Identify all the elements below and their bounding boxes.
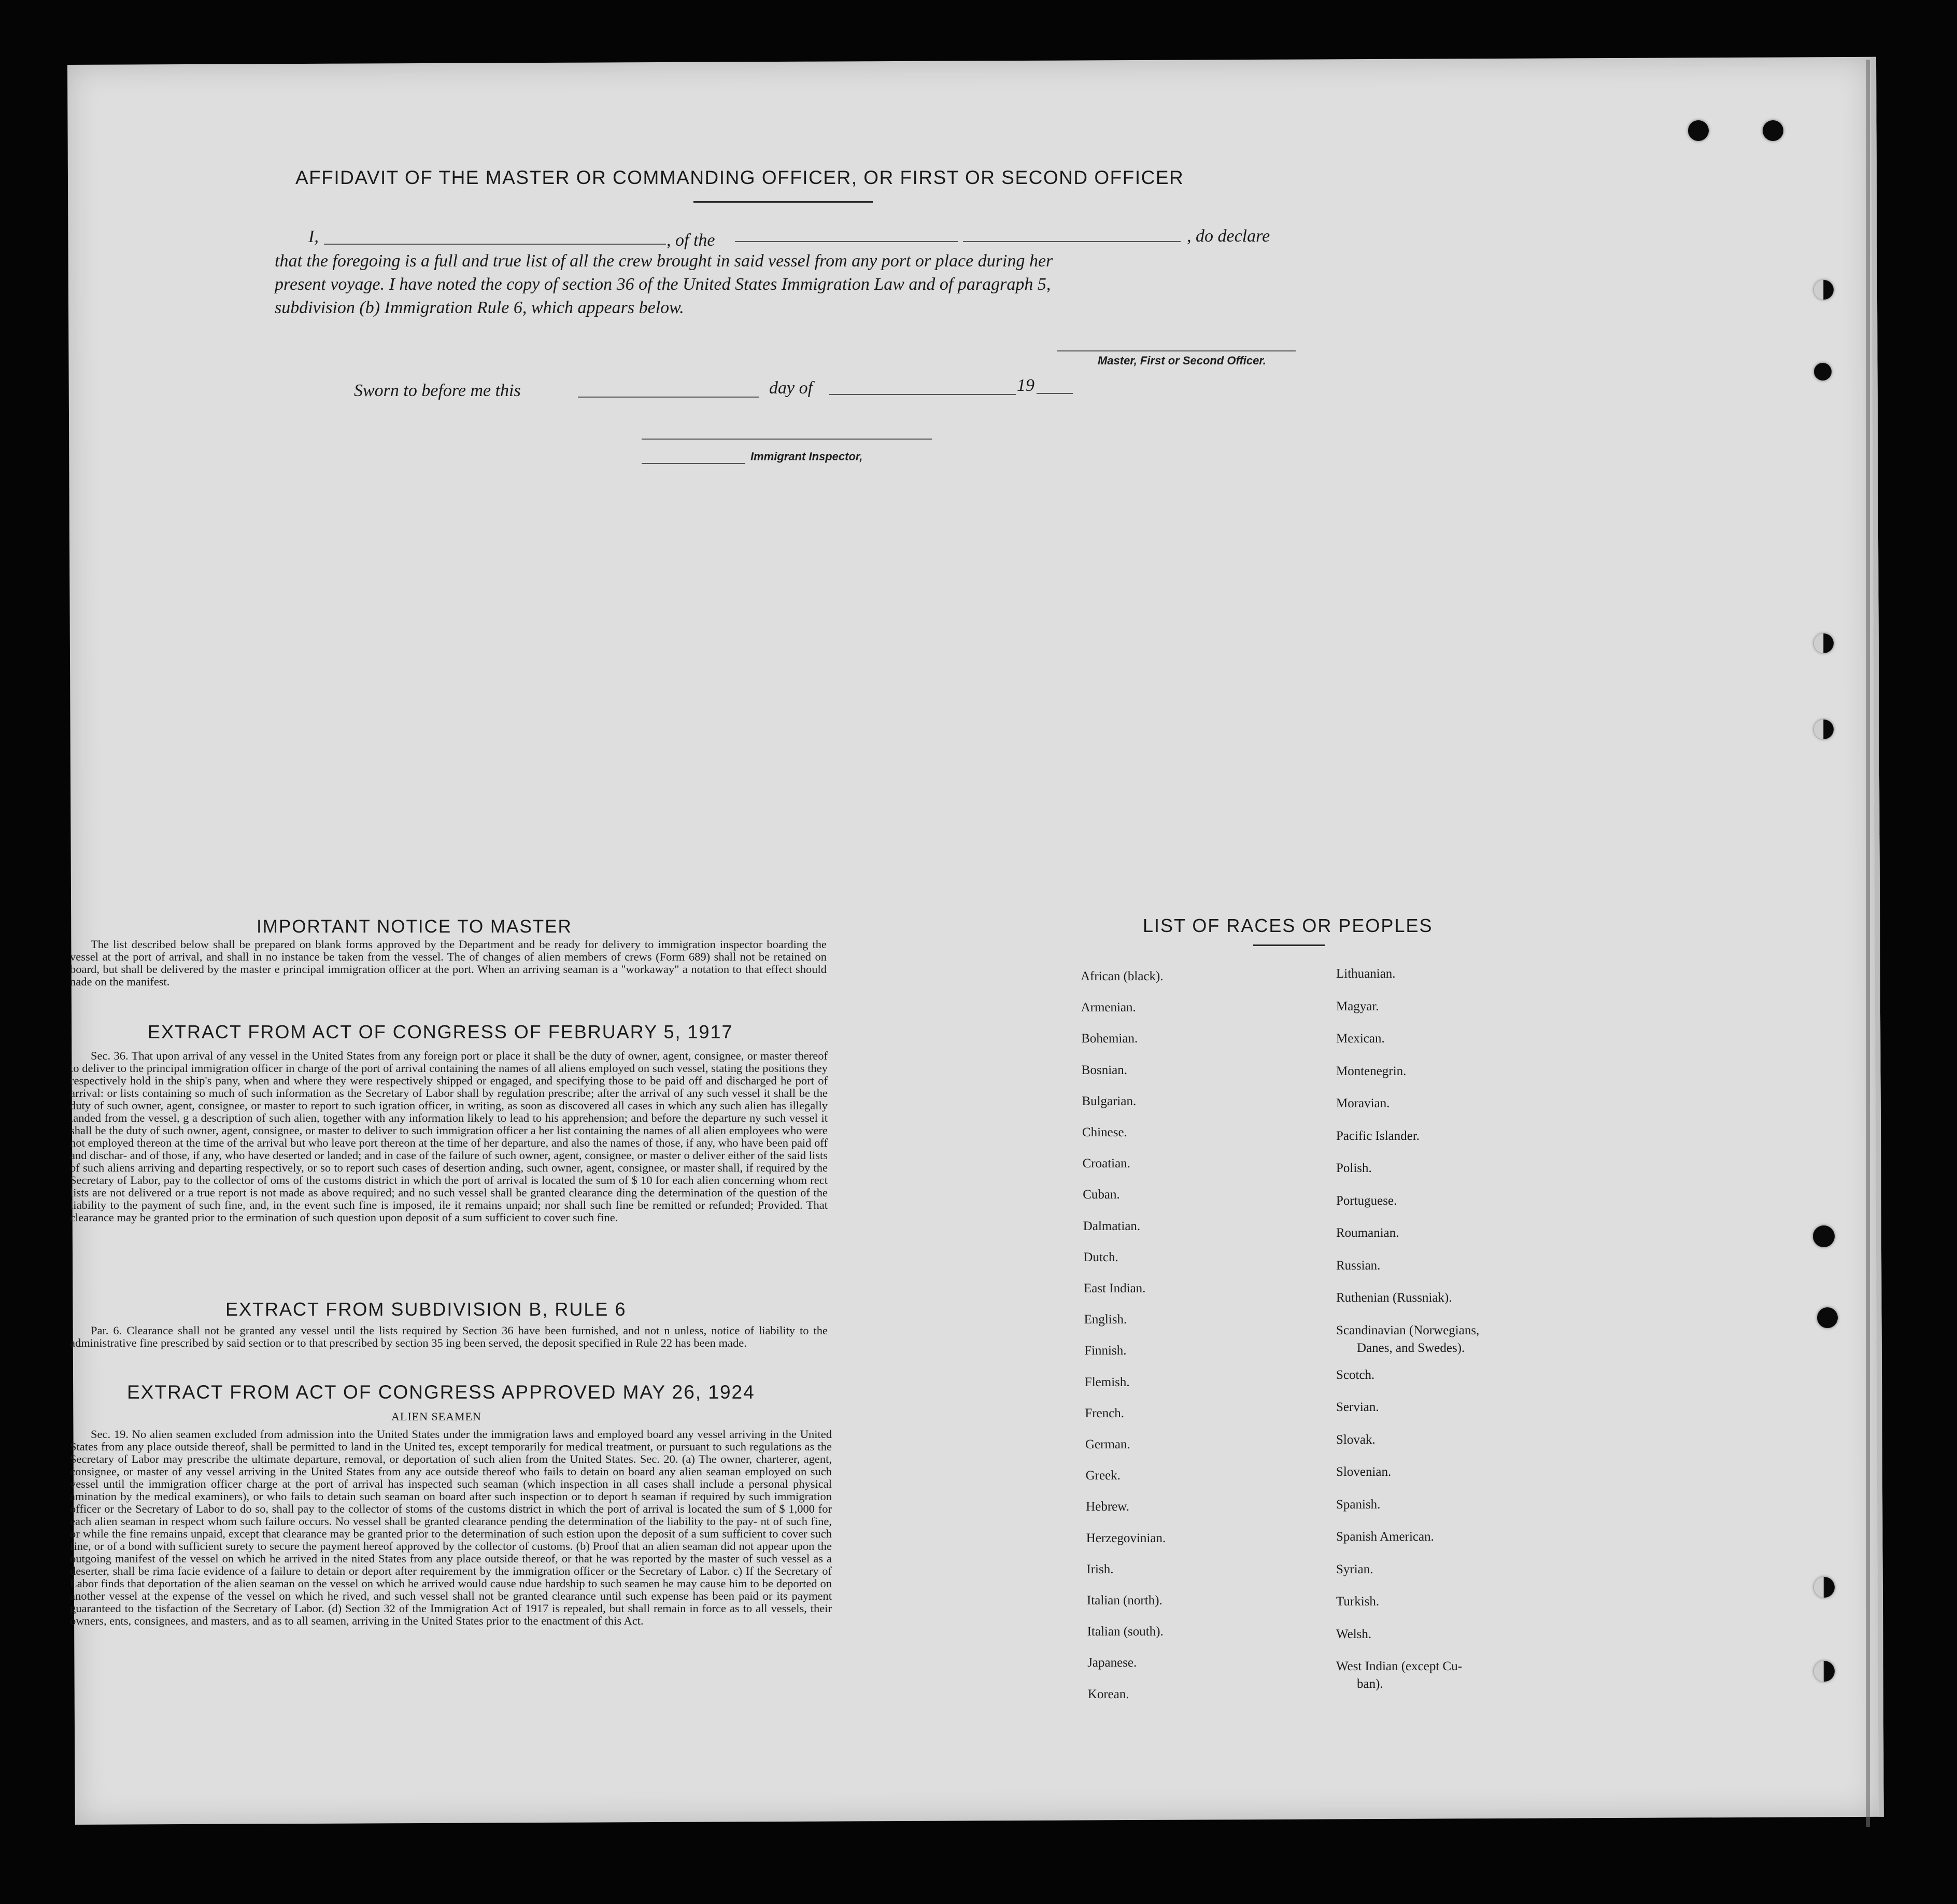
binder-hole	[1814, 280, 1834, 300]
race-item: Turkish.	[1336, 1595, 1380, 1609]
rule6-title: EXTRACT FROM SUBDIVISION B, RULE 6	[225, 1299, 627, 1320]
race-item: Lithuanian.	[1336, 967, 1396, 981]
notice-paragraph: The list described below shall be prepared on blank forms approved by the Department and be ready for delivery to immigration inspector boarding the vessel at the port of arrival, and shall in no instance be taken from the vessel. The of changes of alien members of crews (Form 689) shall not be retained on board, but shall be delivered by the master e principal immigration officer at the port. When an arriving seaman is a "workaway" a notation to that effect should nade on the manifest.	[70, 938, 827, 988]
binder-hole	[1763, 120, 1783, 141]
race-item: Ruthenian (Russniak).	[1336, 1291, 1452, 1305]
year-blank[interactable]	[1037, 393, 1073, 394]
race-item: Japanese.	[1087, 1656, 1137, 1670]
do-declare-text: , do declare	[1187, 227, 1270, 246]
declaration-line-2: that the foregoing is a full and true list of all the crew brought in said vessel from any port or place during her	[275, 251, 1053, 271]
race-item: Russian.	[1336, 1258, 1381, 1273]
race-item: Herzegovinian.	[1086, 1531, 1166, 1545]
binder-hole	[1814, 633, 1834, 653]
race-item: Chinese.	[1082, 1125, 1127, 1139]
extract-1924-title: EXTRACT FROM ACT OF CONGRESS APPROVED MAY 26, 1924	[127, 1381, 755, 1403]
master-signature-line[interactable]	[1057, 350, 1296, 351]
race-item: Armenian.	[1081, 1000, 1136, 1015]
binder-hole	[1817, 1307, 1838, 1328]
extract-1917-text	[70, 1050, 828, 1224]
inspector-label: Immigrant Inspector,	[750, 450, 863, 463]
sworn-month-blank[interactable]	[829, 394, 1016, 395]
binder-hole	[1813, 1225, 1835, 1247]
race-item: Finnish.	[1084, 1344, 1127, 1358]
race-item: Italian (north).	[1087, 1593, 1162, 1607]
race-item: East Indian.	[1084, 1281, 1146, 1295]
race-item: Croatian.	[1082, 1156, 1130, 1171]
race-item: Bohemian.	[1081, 1032, 1138, 1046]
sworn-day-blank[interactable]	[578, 397, 759, 398]
declarant-prefix: I,	[308, 227, 319, 246]
show-through-text	[1379, 150, 1390, 168]
race-item: Pacific Islander.	[1336, 1129, 1420, 1143]
extract-1924-text	[70, 1428, 832, 1627]
extract-1917-title: EXTRACT FROM ACT OF CONGRESS OF FEBRUARY 5, 1917	[148, 1021, 733, 1042]
race-item: English.	[1084, 1313, 1127, 1327]
page-edge	[1866, 60, 1870, 1827]
declaration-line-1	[308, 227, 319, 247]
inspector-signature-line-1[interactable]	[642, 439, 932, 440]
affidavit-title: AFFIDAVIT OF THE MASTER OR COMMANDING OFFICER, OR FIRST OR SECOND OFFICER	[295, 167, 1184, 188]
vessel-blank-1[interactable]	[735, 241, 958, 242]
race-item: Greek.	[1085, 1469, 1121, 1483]
race-item: Moravian.	[1336, 1096, 1390, 1110]
race-item: Mexican.	[1336, 1032, 1385, 1046]
race-item: Dutch.	[1083, 1250, 1118, 1264]
vessel-blank-2[interactable]	[963, 241, 1181, 242]
race-item: Bosnian.	[1081, 1063, 1127, 1077]
section-36-paragraph: Sec. 36. That upon arrival of any vessel in the United States from any foreign port or place it shall be the duty of owner, agent, consignee, or master thereof to deliver to the principal immigration officer in charge of the port of arrival containing the names of all aliens employed on such vessel, stating the positions they respectively hold in the ship's pany, when and where they were respectively shipped or engaged, and specifying those to be paid off and discharged he port of arrival: or lists containing so much of such information as the Secretary of Labor shall by regulation prescribe; after the arrival of any such vessel it shall be the duty of such owner, agent, consignee, or master to report to such igration officer, in writing, as soon as discovered all cases in which any such alien has illegally landed from the vessel, g a description of such alien, together with any information likely to lead to his apprehension; and before the departure ny such vessel it shall be the duty of such owner, agent, consignee, or master to deliver to such immigration officer a her list containing the names of all alien employees who were not employed thereon at the time of the arrival but who leave port thereon at the time of her departure, and also the names of those, if any, who have been paid off and dischar- and of those, if any, who have deserted or landed; and in case of the failure of such owner, agent, consignee, or master o deliver either of the said lists of such aliens arriving and departing respectively, or so to report such cases of desertion anding, such owner, agent, consignee, or master shall, if required by the Secretary of Labor, pay to the collector of oms of the customs district in which the port of arrival is located the sum of $ 10 for each alien concerning whom rect lists are not delivered or a true report is not made as above required; and no such vessel shall be granted clearance ding the determination of the question of the liability to the payment of such fine, and, in the event such fine is imposed, ile it remains unpaid; nor shall such fine be remitted or refunded; Provided. That clearance may be granted prior to the ermination of such question upon deposit of a sum sufficient to cover such fine.	[70, 1049, 828, 1224]
race-item: ban).	[1357, 1677, 1383, 1691]
declaration-line-3: present voyage. I have noted the copy of section 36 of the United States Immigration Law and of paragraph 5,	[275, 275, 1051, 294]
race-item: Slovak.	[1336, 1432, 1375, 1447]
race-item: French.	[1085, 1406, 1125, 1420]
race-item: Scandinavian (Norwegians,	[1336, 1323, 1480, 1337]
notice-text	[70, 938, 827, 988]
race-item: Bulgarian.	[1082, 1094, 1137, 1108]
race-item: Italian (south).	[1087, 1625, 1164, 1639]
notice-title: IMPORTANT NOTICE TO MASTER	[257, 916, 572, 937]
binder-hole	[1814, 720, 1834, 739]
race-item: Slovenian.	[1336, 1465, 1392, 1479]
binder-hole	[1688, 120, 1709, 141]
rule6-text	[70, 1324, 828, 1349]
sec-19-20-paragraph: Sec. 19. No alien seamen excluded from admission into the United States under the immigration laws and employed board any vessel arriving in the United States from any place outside thereof, shall be permitted to land in the United tes, except temporarily for medical treatment, or pursuant to such regulations as the Secretary of Labor may prescribe the ultimate departure, removal, or deportation of such alien from the United States. Sec. 20. (a) The owner, charterer, agent, consignee, or master of any vessel arriving in the United States from any ace outside thereof who fails to detain on board any alien seaman employed on such vessel until the immigration officer charge at the port of arrival has inspected such seaman (which inspection in all cases shall include a personal physical amination by the medical examiners), or who fails to detain such seaman on board after such inspection or to deport h seaman if required by such immigration officer or the Secretary of Labor to do so, shall pay to the collector of stoms of the customs district in which the port of arrival is located the sum of $ 1,000 for each alien seaman in respect whom such failure occurs. No vessel shall be granted clearance pending the determination of the liability to the pay- nt of such fine, or while the fine remains unpaid, except that clearance may be granted prior to the determination of such estion upon the deposit of a sum sufficient to cover such fine, or of a bond with sufficient surety to secure the payment hereof approved by the collector of customs. (b) Proof that an alien seaman did not appear upon the outgoing manifest of the vessel on which he arrived in the nited States from any place outside thereof, or that he was reported by the master of such vessel as a deserter, shall be rima facie evidence of a failure to detain or deport after requirement by the immigration officer or the Secretary of Labor. c) If the Secretary of Labor finds that deportation of the alien seaman on the vessel on which he arrived would cause ndue hardship to such seamen he may cause him to be deported on another vessel at the expense of the vessel on which he rived, and such vessel shall not be granted clearance until such expense has been paid or its payment guaranteed to the tisfaction of the Secretary of Labor. (d) Section 32 of the Immigration Act of 1917 is repealed, but shall remain in force as to all vessels, their owners, ents, consignees, and masters, and as to all seamen, arriving in the United States prior to the enactment of this Act.	[70, 1428, 832, 1627]
sworn-text: Sworn to before me this	[354, 381, 521, 400]
race-item: Servian.	[1336, 1400, 1379, 1414]
name-blank[interactable]	[324, 244, 666, 245]
race-item: Korean.	[1087, 1687, 1129, 1701]
race-item: Syrian.	[1336, 1562, 1373, 1576]
race-item: Danes, and Swedes).	[1357, 1341, 1465, 1355]
race-item: Spanish.	[1336, 1497, 1381, 1512]
binder-hole	[1814, 1577, 1835, 1598]
race-item: Portuguese.	[1336, 1193, 1397, 1208]
races-title: LIST OF RACES OR PEOPLES	[1143, 915, 1433, 936]
par-6-paragraph: Par. 6. Clearance shall not be granted any vessel until the lists required by Section 36 have been furnished, and not n unless, notice of liability to the administrative fine prescribed by said section or to that prescribed by section 35 ing been served, the deposit specified in Rule 22 has been made.	[70, 1324, 828, 1349]
race-item: Polish.	[1336, 1161, 1372, 1175]
race-item: Flemish.	[1084, 1375, 1130, 1389]
of-the-text: , of the	[666, 231, 715, 250]
race-item: African (black).	[1081, 969, 1164, 983]
alien-seamen-subtitle: ALIEN SEAMEN	[391, 1410, 481, 1423]
race-item: Dalmatian.	[1083, 1219, 1141, 1233]
declaration-line-4: subdivision (b) Immigration Rule 6, which appears below.	[275, 298, 684, 317]
race-item: Scotch.	[1336, 1367, 1375, 1382]
binder-hole	[1814, 363, 1832, 380]
race-item: Cuban.	[1083, 1188, 1120, 1202]
race-item: Hebrew.	[1086, 1500, 1129, 1514]
year-prefix: 19	[1017, 376, 1034, 395]
title-underline	[693, 201, 873, 203]
race-item: West Indian (except Cu-	[1336, 1659, 1463, 1673]
races-title-underline	[1253, 944, 1325, 946]
race-item: Spanish American.	[1336, 1530, 1434, 1544]
race-item: German.	[1085, 1437, 1130, 1451]
race-item: Montenegrin.	[1336, 1064, 1407, 1078]
inspector-signature-line-2[interactable]	[642, 463, 745, 464]
master-signature-label: Master, First or Second Officer.	[1098, 354, 1266, 367]
race-item: Welsh.	[1336, 1627, 1372, 1641]
race-item: Irish.	[1086, 1562, 1114, 1576]
binder-hole	[1814, 1661, 1835, 1682]
day-of-text: day of	[769, 378, 813, 398]
race-item: Magyar.	[1336, 999, 1379, 1013]
race-item: Roumanian.	[1336, 1226, 1399, 1240]
